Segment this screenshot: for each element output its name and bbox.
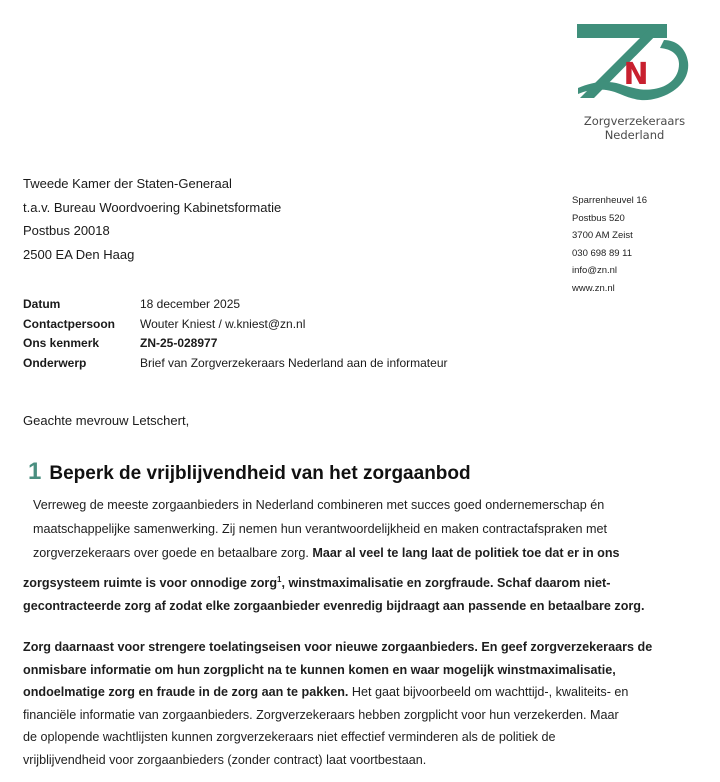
zn-logo xyxy=(572,22,697,147)
text-bold: zorgsysteem ruimte is voor onnodige zorg xyxy=(23,576,278,591)
sender-city: 3700 AM Zeist xyxy=(572,230,633,242)
text-bold: ondoelmatige zorg en fraude in de zorg aan te pakken. xyxy=(23,685,349,699)
text-normal: financiële informatie van zorgaanbieders. Zorgverzekeraars hebben zorgplicht voor hun verzekerden. Maar xyxy=(23,707,619,722)
sender-email[interactable]: info@zn.nl xyxy=(572,265,618,277)
text-normal: Het gaat bijvoorbeeld om wachttijd-, kwaliteits- en xyxy=(348,685,629,699)
n-letter: N xyxy=(623,57,649,92)
meta-row-kenmerk xyxy=(23,334,448,354)
meta-value: Wouter Kniest / w.kniest@zn.nl xyxy=(140,316,306,331)
text-normal: vrijblijvendheid voor zorgaanbieders (zonder contract) laat voortbestaan. xyxy=(23,752,427,767)
meta-value: 18 december 2025 xyxy=(140,297,241,311)
recipient-line: 2500 EA Den Haag xyxy=(23,246,135,262)
footnote-ref[interactable]: 1 xyxy=(277,575,282,584)
meta-value: ZN-25-028977 xyxy=(140,336,218,351)
meta-row-contactpersoon xyxy=(23,315,448,335)
text-bold: , winstmaximalisatie en zorgfraude. Schaf daarom niet- xyxy=(281,576,611,591)
recipient-line: t.a.v. Bureau Woordvoering Kabinetsformatie xyxy=(23,199,282,215)
text-bold: onmisbare informatie om hun zorgplicht na te kunnen komen en waar mogelijk winstmaximalisatie, xyxy=(23,662,616,677)
recipient-address xyxy=(23,172,281,266)
text-bold: Zorg daarnaast voor strengere toelatingseisen voor nieuwe zorgaanbieders. En geef zorgverzekeraars de xyxy=(23,640,653,654)
text-normal: zorgverzekeraars over goede en betaalbare zorg. xyxy=(33,546,313,560)
sender-phone: 030 698 89 11 xyxy=(572,247,633,259)
meta-label: Ons kenmerk xyxy=(23,336,100,351)
meta-label: Contactpersoon xyxy=(23,316,116,331)
meta-row-datum xyxy=(23,295,448,315)
meta-label: Datum xyxy=(23,297,61,311)
meta-label: Onderwerp xyxy=(23,356,87,371)
sender-website[interactable]: www.zn.nl xyxy=(572,282,615,294)
text-run: Verreweg de meeste zorgaanbieders in Nederland combineren met succes goed ondernemerschap én xyxy=(33,498,605,512)
letter-meta xyxy=(23,295,448,374)
logo-brand-line2: Nederland xyxy=(604,128,665,142)
text-bold: gecontracteerde zorg af zodat elke zorgaanbieder evenredig bijdraagt aan passende en betaalbare zorg. xyxy=(23,599,645,613)
section-title: Beperk de vrijblijvendheid van het zorgaanbod xyxy=(49,463,471,484)
section-number: 1 xyxy=(28,458,42,485)
meta-row-onderwerp xyxy=(23,354,448,374)
recipient-line: Postbus 20018 xyxy=(23,223,110,238)
meta-value: Brief van Zorgverzekeraars Nederland aan de informateur xyxy=(140,356,448,371)
section-heading xyxy=(28,458,471,486)
text-run: maatschappelijke samenwerking. Zij nemen hun verantwoordelijkheid en maken contractafspraken met xyxy=(33,522,608,536)
logo-brand-line1: Zorgverzekeraars xyxy=(583,114,686,128)
sender-address xyxy=(572,192,647,298)
zn-monogram-icon xyxy=(572,22,697,114)
text-normal: de oplopende wachtlijsten kunnen zorgverzekeraars niet effectief verminderen als de politiek de xyxy=(23,730,556,744)
sender-postbus: Postbus 520 xyxy=(572,212,625,224)
salutation: Geachte mevrouw Letschert, xyxy=(23,413,190,428)
sender-street: Sparrenheuvel 16 xyxy=(572,195,647,206)
text-run xyxy=(23,685,628,699)
text-run xyxy=(23,575,610,590)
text-run xyxy=(33,546,620,560)
recipient-line: Tweede Kamer der Staten-Generaal xyxy=(23,176,232,191)
text-bold: Maar al veel te lang laat de politiek toe dat er in ons xyxy=(312,546,620,560)
